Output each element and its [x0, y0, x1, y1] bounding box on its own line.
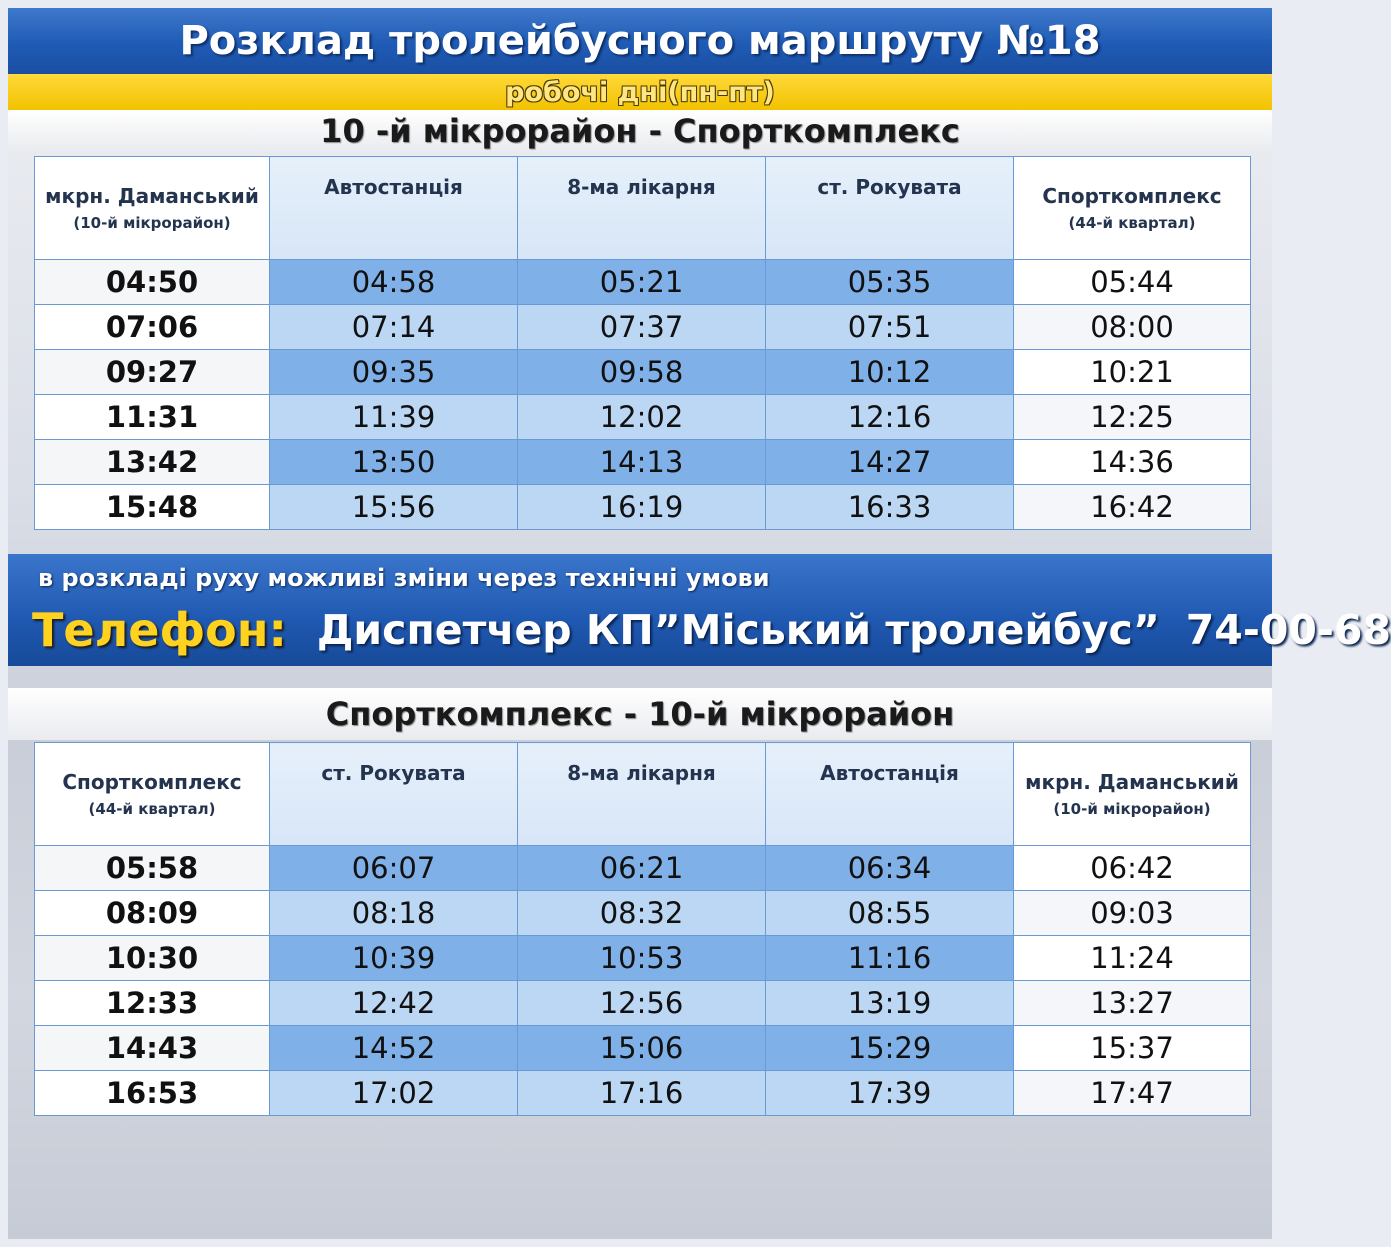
route2-header-stop: [766, 743, 1014, 846]
time-cell: 12:56: [518, 981, 766, 1026]
schedule-notice: в розкладі руху можливі зміни через технічні умови: [38, 564, 770, 592]
time-cell: 14:43: [35, 1026, 270, 1071]
route2-header-row: [35, 743, 1251, 846]
header-sub: (10-й мікрорайон): [1053, 800, 1211, 818]
time-cell: 13:42: [35, 440, 270, 485]
header-sub: (10-й мікрорайон): [73, 214, 231, 232]
time-cell: 12:02: [518, 395, 766, 440]
route1-header-stop: [270, 157, 518, 260]
header-name: ст. Рокувата: [321, 761, 466, 785]
time-cell: 15:06: [518, 1026, 766, 1071]
time-cell: 05:21: [518, 260, 766, 305]
route2-header-stop: [518, 743, 766, 846]
time-cell: 05:35: [766, 260, 1014, 305]
header-name: Автостанція: [324, 175, 463, 199]
days-label: робочі дні(пн-пт): [505, 76, 775, 108]
title-band: [8, 8, 1272, 74]
route2-header-stop: [35, 743, 270, 846]
time-cell: 13:50: [270, 440, 518, 485]
time-cell: 05:44: [1014, 260, 1251, 305]
table-row: [35, 891, 1251, 936]
route1-title: 10 -й мікрорайон - Спорткомплекс: [320, 112, 960, 150]
time-cell: 07:37: [518, 305, 766, 350]
time-cell: 10:21: [1014, 350, 1251, 395]
time-cell: 13:27: [1014, 981, 1251, 1026]
time-cell: 15:29: [766, 1026, 1014, 1071]
time-cell: 11:16: [766, 936, 1014, 981]
header-name: 8-ма лікарня: [567, 761, 716, 785]
header-name: Спорткомплекс: [62, 770, 242, 794]
table-row: [35, 305, 1251, 350]
time-cell: 12:16: [766, 395, 1014, 440]
phone-label: Телефон:: [32, 603, 287, 657]
time-cell: 04:58: [270, 260, 518, 305]
route2-title: Спорткомплекс - 10-й мікрорайон: [325, 695, 955, 733]
header-name: мкрн. Даманський: [1025, 770, 1239, 794]
page-title: Розклад тролейбусного маршруту №18: [179, 18, 1101, 64]
table-row: [35, 846, 1251, 891]
time-cell: 06:21: [518, 846, 766, 891]
time-cell: 14:36: [1014, 440, 1251, 485]
route1-header-stop: [518, 157, 766, 260]
time-cell: 15:37: [1014, 1026, 1251, 1071]
time-cell: 10:39: [270, 936, 518, 981]
table-row: [35, 936, 1251, 981]
time-cell: 11:39: [270, 395, 518, 440]
time-cell: 17:02: [270, 1071, 518, 1116]
time-cell: 04:50: [35, 260, 270, 305]
time-cell: 08:18: [270, 891, 518, 936]
time-cell: 14:27: [766, 440, 1014, 485]
header-sub: (44-й квартал): [1068, 214, 1196, 232]
header-name: Автостанція: [820, 761, 959, 785]
header-name: 8-ма лікарня: [567, 175, 716, 199]
time-cell: 10:12: [766, 350, 1014, 395]
time-cell: 12:25: [1014, 395, 1251, 440]
time-cell: 08:00: [1014, 305, 1251, 350]
time-cell: 10:30: [35, 936, 270, 981]
time-cell: 17:39: [766, 1071, 1014, 1116]
time-cell: 11:31: [35, 395, 270, 440]
time-cell: 13:19: [766, 981, 1014, 1026]
header-name: Спорткомплекс: [1042, 184, 1222, 208]
table-row: [35, 1026, 1251, 1071]
time-cell: 17:47: [1014, 1071, 1251, 1116]
route1-header-stop: [35, 157, 270, 260]
time-cell: 16:42: [1014, 485, 1251, 530]
phone-row: [32, 600, 1391, 660]
time-cell: 06:07: [270, 846, 518, 891]
time-cell: 09:27: [35, 350, 270, 395]
days-band: [8, 74, 1272, 110]
header-sub: (44-й квартал): [88, 800, 216, 818]
time-cell: 16:19: [518, 485, 766, 530]
schedule-poster: [8, 8, 1391, 1239]
time-cell: 07:06: [35, 305, 270, 350]
time-cell: 09:03: [1014, 891, 1251, 936]
route1-header-stop: [766, 157, 1014, 260]
table-row: [35, 395, 1251, 440]
table-row: [35, 981, 1251, 1026]
time-cell: 08:32: [518, 891, 766, 936]
time-cell: 07:14: [270, 305, 518, 350]
dispatcher-label: Диспетчер КП”Міський тролейбус”: [316, 606, 1160, 654]
header-name: ст. Рокувата: [817, 175, 962, 199]
time-cell: 15:48: [35, 485, 270, 530]
table-row: [35, 260, 1251, 305]
time-cell: 17:16: [518, 1071, 766, 1116]
time-cell: 16:53: [35, 1071, 270, 1116]
time-cell: 14:52: [270, 1026, 518, 1071]
time-cell: 06:42: [1014, 846, 1251, 891]
time-cell: 12:42: [270, 981, 518, 1026]
route2-table: [34, 742, 1251, 1116]
time-cell: 11:24: [1014, 936, 1251, 981]
time-cell: 10:53: [518, 936, 766, 981]
route2-header-stop: [270, 743, 518, 846]
route1-header-row: [35, 157, 1251, 260]
header-name: мкрн. Даманський: [45, 184, 259, 208]
time-cell: 16:33: [766, 485, 1014, 530]
time-cell: 09:58: [518, 350, 766, 395]
route1-header-stop: [1014, 157, 1251, 260]
time-cell: 15:56: [270, 485, 518, 530]
time-cell: 09:35: [270, 350, 518, 395]
time-cell: 07:51: [766, 305, 1014, 350]
table-row: [35, 1071, 1251, 1116]
route1-title-bar: [8, 110, 1272, 152]
time-cell: 14:13: [518, 440, 766, 485]
route1-table: [34, 156, 1251, 530]
time-cell: 06:34: [766, 846, 1014, 891]
time-cell: 08:09: [35, 891, 270, 936]
info-band: [8, 554, 1391, 666]
route2-header-stop: [1014, 743, 1251, 846]
route2-title-bar: [8, 688, 1272, 740]
time-cell: 12:33: [35, 981, 270, 1026]
time-cell: 05:58: [35, 846, 270, 891]
phone-number: 74-00-68: [1185, 606, 1391, 654]
time-cell: 08:55: [766, 891, 1014, 936]
table-row: [35, 350, 1251, 395]
table-row: [35, 440, 1251, 485]
table-row: [35, 485, 1251, 530]
